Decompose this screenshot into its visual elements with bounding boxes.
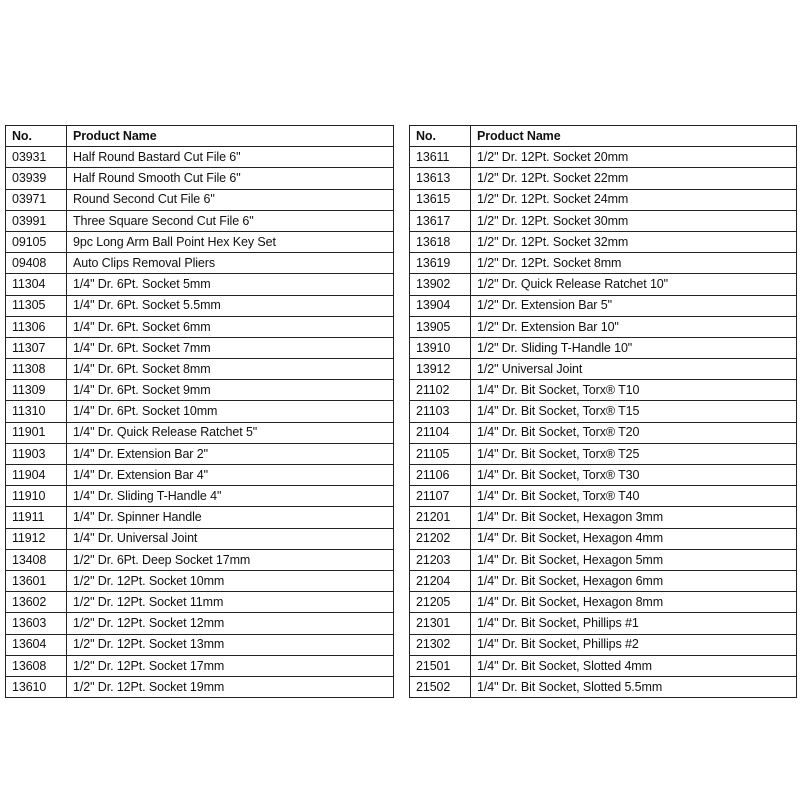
product-number-cell: 11910 [6,486,67,507]
product-number-cell: 13619 [410,253,471,274]
table-row [6,613,394,634]
product-number-cell: 21104 [410,422,471,443]
product-name-cell: 1/4" Dr. 6Pt. Socket 5.5mm [67,295,394,316]
product-number-cell: 13910 [410,337,471,358]
table-row [6,316,394,337]
table-row [6,422,394,443]
table-row [6,676,394,697]
table-row [410,549,797,570]
table-row [6,210,394,231]
product-name-cell: 1/4" Dr. Bit Socket, Phillips #2 [471,634,797,655]
product-name-cell: 1/2" Dr. 12Pt. Socket 8mm [471,253,797,274]
product-name-cell: 1/2" Dr. Quick Release Ratchet 10" [471,274,797,295]
product-number-cell: 13905 [410,316,471,337]
product-name-cell: Three Square Second Cut File 6" [67,210,394,231]
product-number-cell: 21301 [410,613,471,634]
table-row [6,253,394,274]
product-number-cell: 13902 [410,274,471,295]
product-number-cell: 21107 [410,486,471,507]
product-number-cell: 21106 [410,465,471,486]
table-row [410,570,797,591]
table-row [6,486,394,507]
product-number-cell: 21201 [410,507,471,528]
product-name-cell: 1/4" Dr. Bit Socket, Hexagon 5mm [471,549,797,570]
table-row [6,655,394,676]
table-row [410,295,797,316]
product-name-cell: 1/4" Dr. Bit Socket, Torx® T40 [471,486,797,507]
product-name-cell: 1/4" Dr. Sliding T-Handle 4" [67,486,394,507]
product-number-cell: 09408 [6,253,67,274]
table-row [410,422,797,443]
product-number-cell: 11904 [6,465,67,486]
product-name-cell: 1/4" Dr. 6Pt. Socket 9mm [67,380,394,401]
table-row [6,231,394,252]
table-row [410,168,797,189]
product-name-cell: 1/2" Dr. 6Pt. Deep Socket 17mm [67,549,394,570]
product-name-cell: 1/4" Dr. 6Pt. Socket 8mm [67,359,394,380]
header-no: No. [6,126,67,147]
product-name-cell: 1/4" Dr. Universal Joint [67,528,394,549]
table-row [410,634,797,655]
product-number-cell: 21302 [410,634,471,655]
product-number-cell: 11308 [6,359,67,380]
product-name-cell: 1/4" Dr. Extension Bar 4" [67,465,394,486]
product-number-cell: 21205 [410,592,471,613]
table-row [410,337,797,358]
product-name-cell: 1/2" Dr. 12Pt. Socket 30mm [471,210,797,231]
product-name-cell: 1/4" Dr. Bit Socket, Torx® T20 [471,422,797,443]
product-name-cell: 1/2" Dr. Sliding T-Handle 10" [471,337,797,358]
product-name-cell: 1/4" Dr. Bit Socket, Slotted 5.5mm [471,676,797,697]
product-number-cell: 09105 [6,231,67,252]
product-number-cell: 21204 [410,570,471,591]
product-name-cell: 1/2" Dr. Extension Bar 5" [471,295,797,316]
table-row [6,592,394,613]
product-number-cell: 11903 [6,443,67,464]
product-number-cell: 11306 [6,316,67,337]
table-header-row [410,126,797,147]
table-row [6,634,394,655]
product-number-cell: 03971 [6,189,67,210]
table-row [6,549,394,570]
product-number-cell: 13601 [6,570,67,591]
product-name-cell: 1/4" Dr. Bit Socket, Torx® T25 [471,443,797,464]
product-table-left [5,125,394,698]
table-body [410,147,797,698]
product-number-cell: 11307 [6,337,67,358]
table-row [6,570,394,591]
table-body [6,147,394,698]
product-number-cell: 21102 [410,380,471,401]
product-name-cell: 9pc Long Arm Ball Point Hex Key Set [67,231,394,252]
product-name-cell: 1/4" Dr. Bit Socket, Phillips #1 [471,613,797,634]
product-number-cell: 11304 [6,274,67,295]
table-row [410,401,797,422]
product-number-cell: 21202 [410,528,471,549]
table-row [410,592,797,613]
product-name-cell: Round Second Cut File 6" [67,189,394,210]
table-row [6,507,394,528]
table-row [410,443,797,464]
header-product-name: Product Name [67,126,394,147]
product-number-cell: 13604 [6,634,67,655]
table-row [6,337,394,358]
table-row [410,274,797,295]
product-name-cell: 1/4" Dr. Bit Socket, Hexagon 3mm [471,507,797,528]
product-name-cell: Half Round Bastard Cut File 6" [67,147,394,168]
product-number-cell: 13618 [410,231,471,252]
table-row [6,528,394,549]
table-row [410,359,797,380]
product-name-cell: 1/4" Dr. Bit Socket, Torx® T10 [471,380,797,401]
product-number-cell: 11912 [6,528,67,549]
product-number-cell: 13912 [410,359,471,380]
product-name-cell: 1/4" Dr. Extension Bar 2" [67,443,394,464]
table-row [6,465,394,486]
table-row [410,210,797,231]
product-number-cell: 11309 [6,380,67,401]
product-number-cell: 21501 [410,655,471,676]
product-number-cell: 21105 [410,443,471,464]
product-name-cell: 1/4" Dr. Bit Socket, Hexagon 4mm [471,528,797,549]
product-name-cell: 1/2" Universal Joint [471,359,797,380]
product-name-cell: 1/4" Dr. Bit Socket, Torx® T15 [471,401,797,422]
table-row [6,147,394,168]
product-name-cell: 1/2" Dr. 12Pt. Socket 19mm [67,676,394,697]
product-number-cell: 03931 [6,147,67,168]
product-number-cell: 11305 [6,295,67,316]
product-name-cell: 1/4" Dr. Bit Socket, Torx® T30 [471,465,797,486]
product-number-cell: 21502 [410,676,471,697]
table-row [410,528,797,549]
product-name-cell: 1/4" Dr. 6Pt. Socket 7mm [67,337,394,358]
product-name-cell: 1/2" Dr. 12Pt. Socket 20mm [471,147,797,168]
table-row [410,507,797,528]
table-row [410,613,797,634]
product-number-cell: 13610 [6,676,67,697]
header-product-name: Product Name [471,126,797,147]
table-row [6,380,394,401]
table-row [410,380,797,401]
table-row [6,168,394,189]
product-name-cell: 1/2" Dr. 12Pt. Socket 24mm [471,189,797,210]
table-row [410,486,797,507]
product-number-cell: 03991 [6,210,67,231]
product-number-cell: 13617 [410,210,471,231]
table-row [410,189,797,210]
product-number-cell: 11901 [6,422,67,443]
product-number-cell: 03939 [6,168,67,189]
product-number-cell: 13408 [6,549,67,570]
product-number-cell: 13608 [6,655,67,676]
product-name-cell: 1/2" Dr. Extension Bar 10" [471,316,797,337]
product-name-cell: 1/4" Dr. Quick Release Ratchet 5" [67,422,394,443]
product-number-cell: 13613 [410,168,471,189]
product-number-cell: 21103 [410,401,471,422]
table-row [410,465,797,486]
product-table-right [409,125,797,698]
product-number-cell: 21203 [410,549,471,570]
product-name-cell: Auto Clips Removal Pliers [67,253,394,274]
table-row [410,316,797,337]
product-name-cell: 1/4" Dr. Bit Socket, Slotted 4mm [471,655,797,676]
table-header-row [6,126,394,147]
table-row [410,253,797,274]
table-row [6,359,394,380]
product-name-cell: 1/4" Dr. Bit Socket, Hexagon 6mm [471,570,797,591]
product-number-cell: 13615 [410,189,471,210]
table-row [410,676,797,697]
table-row [410,231,797,252]
product-number-cell: 13602 [6,592,67,613]
product-name-cell: 1/2" Dr. 12Pt. Socket 22mm [471,168,797,189]
product-name-cell: 1/2" Dr. 12Pt. Socket 32mm [471,231,797,252]
product-name-cell: 1/4" Dr. Spinner Handle [67,507,394,528]
product-name-cell: 1/2" Dr. 12Pt. Socket 11mm [67,592,394,613]
table-row [410,655,797,676]
table-row [6,274,394,295]
table-row [410,147,797,168]
product-number-cell: 13611 [410,147,471,168]
product-name-cell: 1/4" Dr. 6Pt. Socket 5mm [67,274,394,295]
table-row [6,401,394,422]
product-name-cell: 1/4" Dr. 6Pt. Socket 10mm [67,401,394,422]
table-row [6,295,394,316]
product-name-cell: 1/4" Dr. 6Pt. Socket 6mm [67,316,394,337]
product-name-cell: 1/2" Dr. 12Pt. Socket 10mm [67,570,394,591]
product-number-cell: 13603 [6,613,67,634]
product-number-cell: 11911 [6,507,67,528]
product-name-cell: 1/2" Dr. 12Pt. Socket 13mm [67,634,394,655]
table-row [6,443,394,464]
table-row [6,189,394,210]
header-no: No. [410,126,471,147]
product-name-cell: 1/2" Dr. 12Pt. Socket 17mm [67,655,394,676]
product-number-cell: 11310 [6,401,67,422]
product-name-cell: 1/4" Dr. Bit Socket, Hexagon 8mm [471,592,797,613]
product-name-cell: 1/2" Dr. 12Pt. Socket 12mm [67,613,394,634]
product-number-cell: 13904 [410,295,471,316]
product-name-cell: Half Round Smooth Cut File 6" [67,168,394,189]
